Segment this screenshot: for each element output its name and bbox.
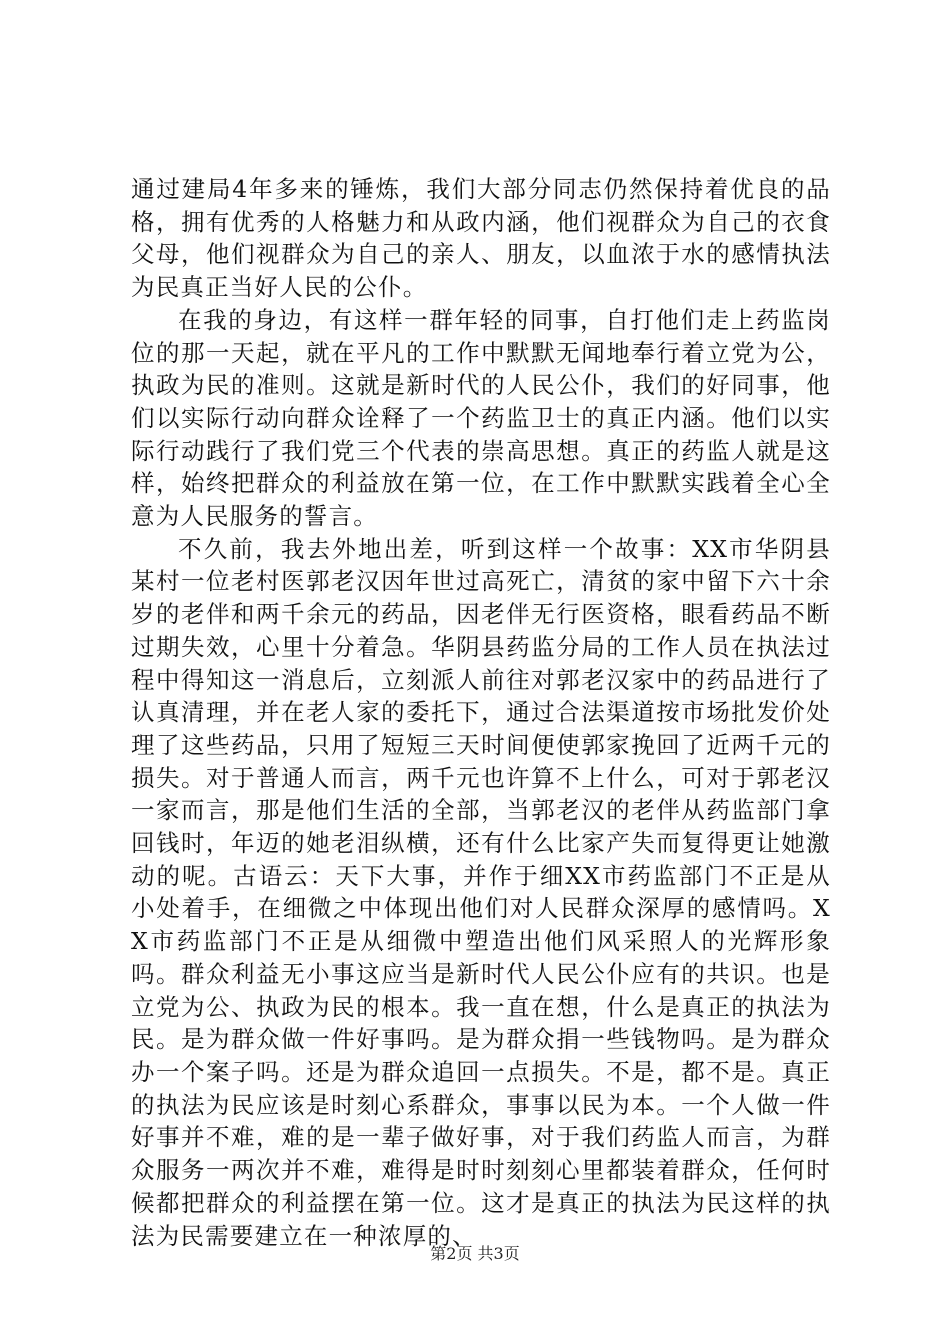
paragraph-3: 不久前，我去外地出差，听到这样一个故事：XX市华阴县某村一位老村医郭老汉因年世过高死亡，清贫的家中留下六十余岁的老伴和两千余元的药品，因老伴无行医资格，眼看药品不断过期失效，心里十分着急。华阴县药监分局的工作人员在执法过程中得知这一消息后，立刻派人前往对郭老汉家中的药品进行了认真清理，并在老人家的委托下，通过合法渠道按市场批发价处理了这些药品，只用了短短三天时间便使郭家挽回了近两千元的损失。对于普通人而言，两千元也许算不上什么，可对于郭老汉一家而言，那是他们生活的全部，当郭老汉的老伴从药监部门拿回钱时，年迈的她老泪纵横，还有什么比家产失而复得更让她激动的呢。古语云：天下大事，并作于细XX市药监部门不正是从小处着手，在细微之中体现出他们对人民群众深厚的感情吗。XX市药监部门不正是从细微中塑造出他们风采照人的光辉形象吗。群众利益无小事这应当是新时代人民公仆应有的共识。也是立党为公、执政为民的根本。我一直在想，什么是真正的执法为民。是为群众做一件好事吗。是为群众捐一些钱物吗。是为群众办一个案子吗。还是为群众追回一点损失。不是，都不是。真正的执法为民应该是时刻心系群众，事事以民为本。一个人做一件好事并不难，难的是一辈子做好事，对于我们药监人而言，为群众服务一两次并不难，难得是时时刻刻心里都装着群众，任何时候都把群众的利益摆在第一位。这才是真正的执法为民这样的执法为民需要建立在一种浓厚的、 <box>131 534 831 1250</box>
page-number-footer: 第2页 共3页 <box>430 1244 520 1263</box>
paragraph-1: 通过建局4年多来的锤炼，我们大部分同志仍然保持着优良的品格，拥有优秀的人格魅力和从政内涵，他们视群众为自己的衣食父母，他们视群众为自己的亲人、朋友，以血浓于水的感情执法为民真正当好人民的公仆。 <box>131 175 831 302</box>
body-text <box>131 173 831 1252</box>
paragraph-2: 在我的身边，有这样一群年轻的同事，自打他们走上药监岗位的那一天起，就在平凡的工作中默默无闻地奉行着立党为公，执政为民的准则。这就是新时代的人民公仆，我们的好同事，他们以实际行动向群众诠释了一个药监卫士的真正内涵。他们以实际行动践行了我们党三个代表的崇高思想。真正的药监人就是这样，始终把群众的利益放在第一位，在工作中默默实践着全心全意为人民服务的誓言。 <box>131 305 831 531</box>
